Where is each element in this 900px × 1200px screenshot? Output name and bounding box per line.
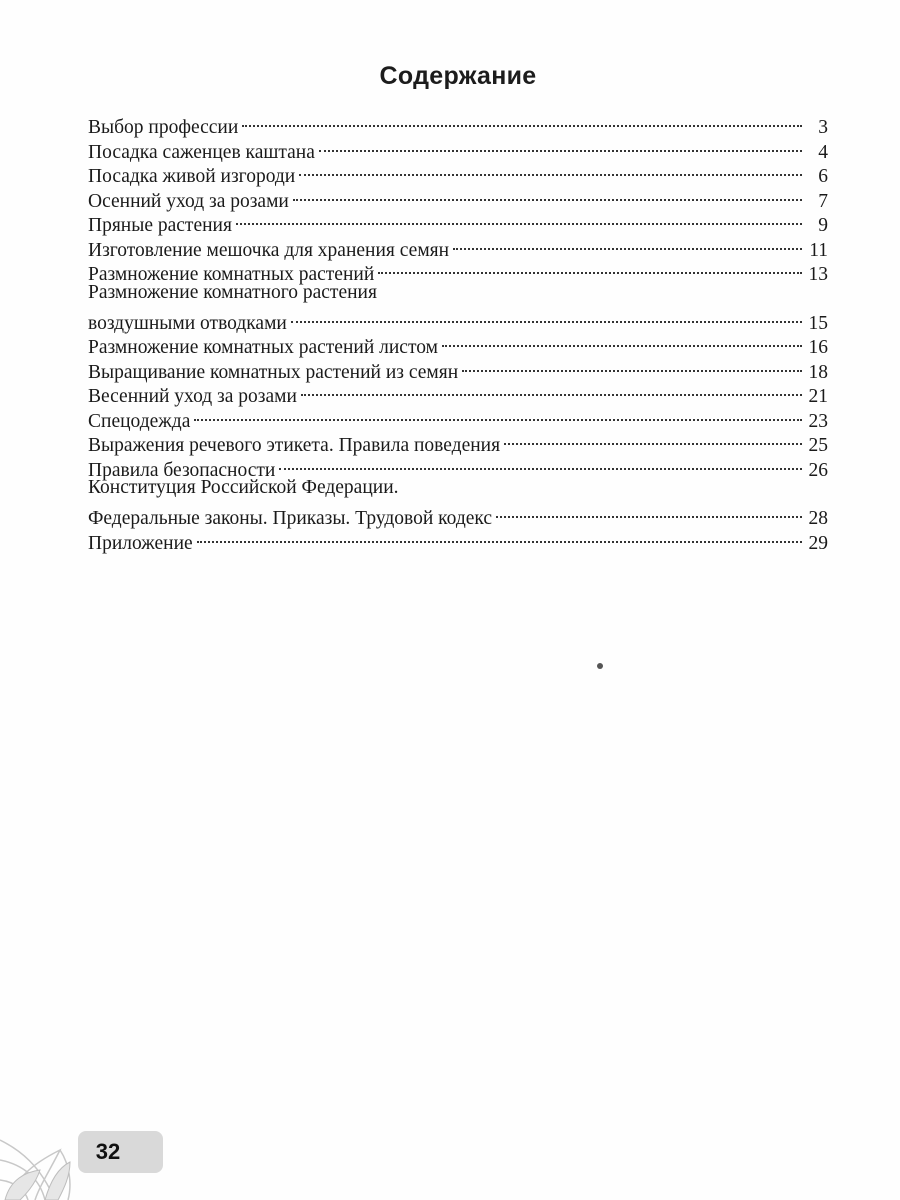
toc-leader-dots [194,403,802,427]
toc-entry [88,476,828,529]
toc-entry-title: Выражения речевого этикета. Правила поведения [88,435,501,456]
toc-entry-title: Федеральные законы. Приказы. Трудовой кодекс [88,508,493,529]
toc-entry [88,134,828,163]
toc-page-number: 3 [818,117,828,138]
toc-entry [88,378,828,407]
toc-page-number: 4 [818,141,828,163]
toc-entry-title: Выбор профессии [88,117,239,138]
toc-page-number: 25 [808,435,828,456]
toc-entry [88,403,828,432]
toc-entry-title: Спецодежда [88,410,191,432]
toc-leader-dots [462,354,802,378]
toc-page-number: 9 [818,215,828,236]
toc-page-number: 26 [808,459,828,481]
toc-entry-title: Размножение комнатных растений листом [88,337,438,358]
toc-entry [88,256,828,285]
toc-entry-title: Посадка живой изгороди [88,166,296,187]
toc-page-number: 11 [809,239,828,261]
toc-leader-dots [319,134,802,158]
toc-leader-dots [504,427,802,451]
toc-leader-dots [496,500,802,524]
toc-leader-dots [242,109,802,133]
toc-entry-title: Правила безопасности [88,459,276,481]
toc-page-number: 21 [808,386,828,407]
page-title: Содержание [379,62,537,90]
toc-entry [88,232,828,261]
toc-entry [88,354,828,383]
toc-entry [88,452,828,481]
toc-leader-dots [279,452,802,476]
toc-page-number: 6 [818,166,828,187]
toc-entry-title: Изготовление мешочка для хранения семян [88,239,450,261]
toc-entry-title: Размножение комнатных растений [88,264,375,285]
toc-entry-title: Размножение комнатного растения [88,281,377,303]
toc-page-number: 23 [808,410,828,432]
toc-page-number: 28 [808,508,828,529]
toc-entry-title: Осенний уход за розами [88,190,289,212]
toc-page-number: 16 [808,337,828,358]
toc-page-number: 18 [808,361,828,383]
toc-entry [88,109,828,138]
toc-page-number: 29 [808,532,828,554]
toc-entry-title: Конституция Российской Федерации. [88,477,399,498]
toc-leader-dots [378,256,802,280]
toc-leader-dots [299,158,802,182]
toc-leader-dots [301,378,802,402]
toc-entry [88,525,828,554]
toc-entry-title: Посадка саженцев каштана [88,141,315,163]
toc-entry-title: Весенний уход за розами [88,386,297,407]
toc-entry-title: Пряные растения [88,215,232,236]
toc-entry-title: Выращивание комнатных растений из семян [88,361,459,383]
toc-entry [88,158,828,187]
toc-leader-dots [236,207,802,231]
toc-leader-dots [293,183,802,207]
toc-leader-dots [442,329,802,353]
toc-entry-title: воздушными отводками [88,312,287,334]
page-number: 32 [95,1139,121,1164]
toc-entry [88,183,828,212]
toc-leader-dots [453,232,802,256]
toc-entry-title: Приложение [88,532,193,554]
print-speck [597,663,603,669]
toc-page-number: 13 [808,264,828,285]
table-of-contents [88,109,828,554]
toc-page-number: 7 [818,190,828,212]
toc-entry [88,427,828,456]
toc-entry [88,281,828,334]
toc-entry [88,207,828,236]
toc-leader-dots [291,305,802,329]
toc-leader-dots [197,525,802,549]
toc-page-number: 15 [808,312,828,334]
toc-entry [88,329,828,358]
